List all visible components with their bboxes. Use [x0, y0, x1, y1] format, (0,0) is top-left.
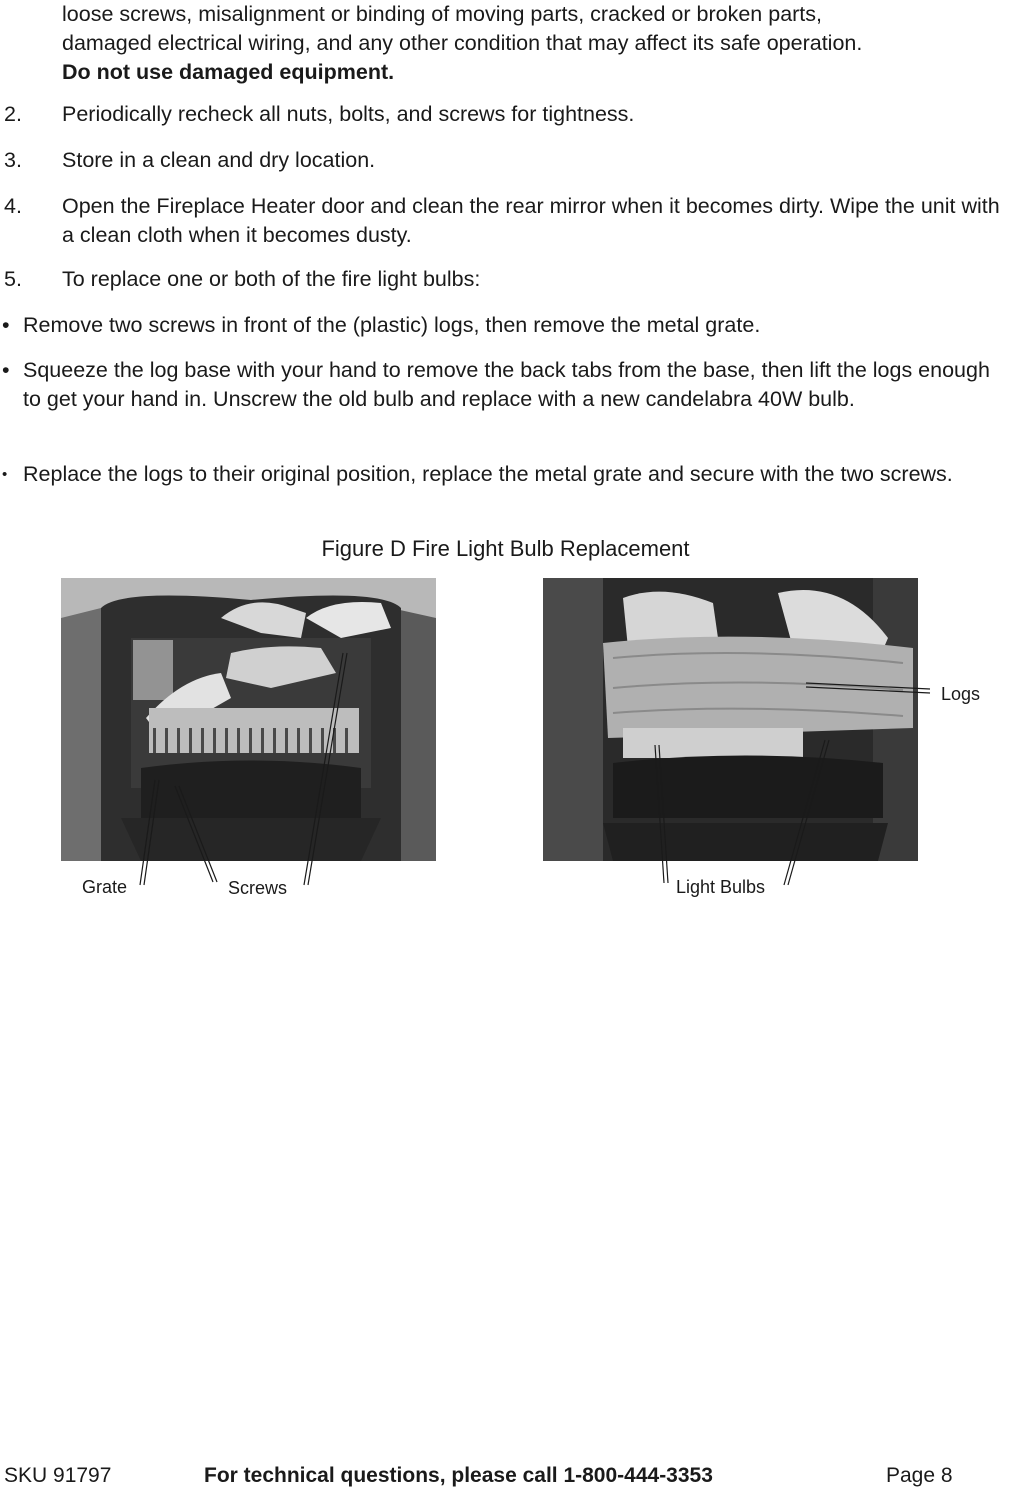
step-text: To replace one or both of the fire light bulbs: — [62, 267, 481, 291]
step-text: Store in a clean and dry location. — [62, 148, 376, 172]
bullet-text: Replace the logs to their original position, replace the metal grate and secure with the two screws. — [23, 462, 953, 486]
step-text: Open the Fireplace Heater door and clean the rear mirror when it becomes dirty. Wipe the unit with a clean cloth when it becomes dusty. — [62, 194, 1000, 247]
bulbs-leader-2b — [788, 740, 829, 885]
bullet-text: Remove two screws in front of the (plastic) logs, then remove the metal grate. — [23, 313, 761, 337]
bulbs-leader-1b — [659, 745, 668, 883]
bulbs-leader-1 — [655, 745, 664, 883]
bulbs-leader-2 — [784, 740, 825, 885]
figure-caption: Figure D Fire Light Bulb Replacement — [321, 536, 690, 561]
screws-leader-1 — [175, 786, 213, 882]
step-number: 2. — [4, 102, 22, 126]
screws-leader-2 — [304, 653, 343, 885]
bullet-text: Squeeze the log base with your hand to remove the back tabs from the base, then lift the logs enough to get your hand in. Unscrew the old bulb and replace with a new candelabra 40W bulb. — [23, 358, 990, 411]
intro-line-1: loose screws, misalignment or binding of moving parts, cracked or broken parts, — [62, 2, 823, 26]
screws-leader-1b — [179, 786, 217, 882]
bullet-mark: • — [2, 313, 10, 337]
footer-tech-support: For technical questions, please call 1-800-444-3353 — [204, 1464, 713, 1487]
intro-line-2: damaged electrical wiring, and any other condition that may affect its safe operation. — [62, 31, 863, 55]
label-grate: Grate — [82, 877, 128, 897]
step-text: Periodically recheck all nuts, bolts, and screws for tightness. — [62, 102, 635, 126]
step-number: 5. — [4, 267, 22, 291]
step-number: 4. — [4, 194, 22, 218]
screws-leader-2b — [308, 653, 347, 885]
footer-page-number: Page 8 — [886, 1464, 953, 1487]
grate-leader — [140, 780, 155, 885]
label-light-bulbs: Light Bulbs — [676, 877, 766, 897]
bullet-mark: • — [2, 466, 8, 483]
step-number: 3. — [4, 148, 22, 172]
intro-warning: Do not use damaged equipment. — [62, 60, 395, 84]
label-screws: Screws — [228, 878, 288, 898]
bullet-mark: • — [2, 358, 10, 382]
label-logs: Logs — [941, 684, 981, 704]
footer-sku: SKU 91797 — [4, 1464, 112, 1487]
grate-leader-2 — [144, 780, 159, 885]
